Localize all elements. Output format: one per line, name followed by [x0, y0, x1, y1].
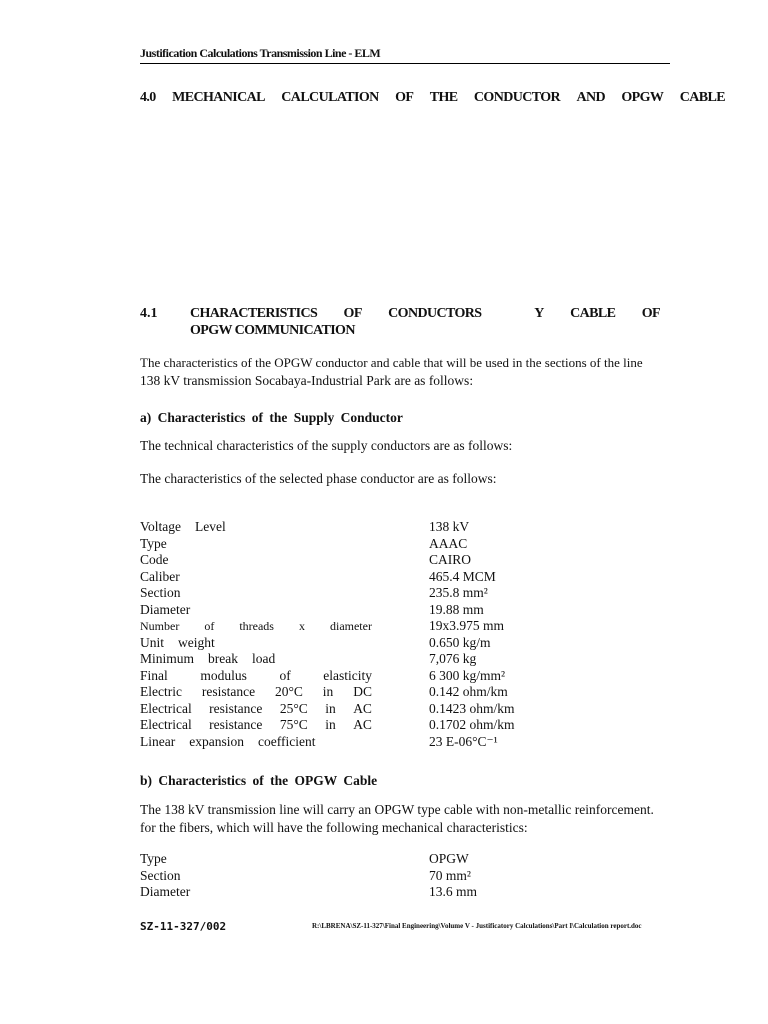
section-4-1-heading-line-2: OPGW COMMUNICATION: [190, 323, 355, 338]
opgw-line-1: The 138 kV transmission line will carry an OPGW type cable with non-metallic reinforcement.: [140, 802, 654, 817]
conductor-row: [140, 569, 660, 586]
section-4-heading: [140, 90, 725, 106]
section-4-heading-word: OF: [395, 90, 414, 105]
conductor-value: 0.650 kg/m: [429, 634, 491, 650]
section-4-1-heading-word: OF: [641, 306, 660, 321]
opgw-label: Type: [140, 851, 167, 866]
file-path: R:\LBRENA\SZ-11-327\Final Engineering\Volume V - Justificatory Calculations\Part I\Calculation report.doc: [312, 922, 642, 930]
section-4-heading-word: CABLE: [679, 90, 725, 105]
conductor-row: [140, 734, 660, 751]
conductor-label: Electric resistance 20°C in DC: [140, 684, 372, 699]
conductor-value: 6 300 kg/mm²: [429, 667, 506, 683]
conductor-label: Code: [140, 552, 169, 567]
conductor-row: [140, 602, 660, 619]
conductor-label: Section: [140, 585, 181, 600]
opgw-paragraph: [140, 801, 665, 837]
conductor-value: 7,076 kg: [429, 651, 477, 666]
opgw-line-2: for the fibers, which will have the following mechanical characteristics:: [140, 820, 528, 835]
conductor-row: [140, 635, 660, 652]
opgw-label: Diameter: [140, 884, 191, 899]
section-4-1-heading-word: CONDUCTORS: [388, 306, 482, 321]
conductor-row: [140, 585, 660, 602]
conductor-value: 19x3.975 mm: [429, 618, 505, 633]
conductor-value: 19.88 mm: [429, 601, 484, 617]
intro-line-1: The characteristics of the OPGW conductor and cable that will be used in the sections of the line: [140, 355, 643, 370]
section-4-heading-word: AND: [576, 90, 605, 105]
conductor-row: [140, 701, 660, 718]
conductor-value: 138 kV: [429, 519, 470, 534]
conductor-row: [140, 536, 660, 553]
section-4-heading-word: 4.0: [140, 90, 156, 105]
conductor-value: 23 E-06°C⁻¹: [429, 733, 498, 749]
conductor-value: 0.142 ohm/km: [429, 684, 508, 699]
section-4-heading-word: MECHANICAL: [172, 90, 265, 105]
document-code: SZ-11-327/002: [140, 920, 227, 933]
conductor-value: AAAC: [429, 535, 468, 551]
section-4-heading-word: CONDUCTOR: [473, 90, 561, 105]
subsection-a-title: a) Characteristics of the Supply Conductor: [140, 410, 403, 425]
conductor-label: Minimum break load: [140, 651, 276, 666]
conductor-label: Number of threads x diameter: [140, 619, 372, 633]
conductor-row: [140, 618, 660, 635]
subsection-a-paragraph-1: The technical characteristics of the supply conductors are as follows:: [140, 438, 513, 453]
conductor-value: 465.4 MCM: [429, 568, 496, 584]
opgw-row: [140, 868, 660, 885]
conductor-label: Diameter: [140, 601, 191, 617]
running-header: Justification Calculations Transmission Line - ELM: [140, 46, 670, 64]
opgw-row: [140, 884, 660, 901]
conductor-row: [140, 717, 660, 734]
conductor-row: [140, 684, 660, 701]
subsection-b-title: b) Characteristics of the OPGW Cable: [140, 773, 378, 788]
opgw-value: OPGW: [429, 851, 469, 866]
section-4-1-heading-word: CABLE: [570, 306, 616, 321]
section-4-1-heading-word: Y: [534, 306, 544, 321]
conductor-row: [140, 552, 660, 569]
intro-line-2: 138 kV transmission Socabaya-Industrial Park are as follows:: [140, 373, 474, 388]
conductor-label: Electrical resistance 75°C in AC: [140, 717, 372, 732]
conductor-row: [140, 668, 660, 685]
conductor-row: [140, 651, 660, 668]
conductor-row: [140, 519, 660, 536]
section-4-1-heading-line-1: [190, 306, 660, 322]
conductor-value: 0.1702 ohm/km: [429, 717, 515, 732]
conductor-label: Type: [140, 535, 167, 551]
opgw-value: 70 mm²: [429, 867, 471, 883]
subsection-a-paragraph-2: The characteristics of the selected phase conductor are as follows:: [140, 471, 497, 486]
conductor-label: Caliber: [140, 568, 180, 584]
opgw-value: 13.6 mm: [429, 884, 478, 899]
conductor-value: CAIRO: [429, 552, 472, 567]
section-4-heading-word: OPGW: [621, 90, 664, 105]
section-4-1-heading-word: CHARACTERISTICS: [190, 306, 318, 321]
conductor-label: Unit weight: [140, 634, 215, 650]
section-4-heading-word: THE: [429, 90, 458, 105]
section-4-1-number: 4.1: [140, 306, 158, 321]
conductor-label: Electrical resistance 25°C in AC: [140, 700, 372, 716]
conductor-label: Final modulus of elasticity: [140, 667, 372, 683]
intro-paragraph: [140, 354, 665, 390]
conductor-label: Linear expansion coefficient: [140, 733, 316, 749]
section-4-1-heading-word: OF: [343, 306, 362, 321]
conductor-value: 0.1423 ohm/km: [429, 700, 515, 716]
conductor-value: 235.8 mm²: [429, 585, 488, 600]
opgw-row: [140, 851, 660, 868]
conductor-label: Voltage Level: [140, 519, 226, 534]
opgw-label: Section: [140, 867, 181, 883]
section-4-heading-word: CALCULATION: [281, 90, 379, 105]
